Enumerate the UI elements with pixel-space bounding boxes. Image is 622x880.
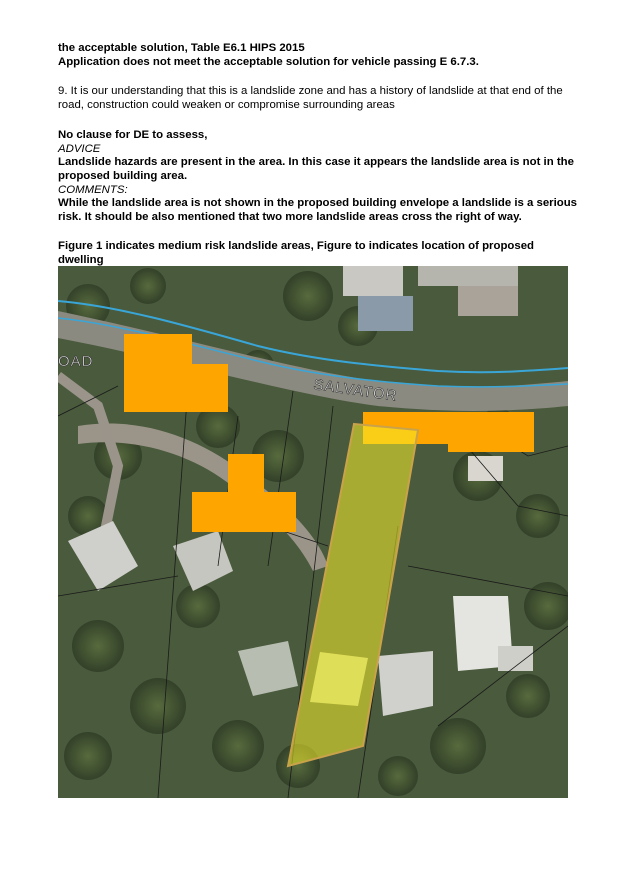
proposed-dwelling: [310, 652, 368, 706]
text-line-application: Application does not meet the acceptable solution for vehicle passing E 6.7.3.: [58, 56, 479, 68]
aerial-map-svg: [58, 266, 568, 798]
heading-comments: COMMENTS:: [58, 184, 128, 196]
road-label-salvator: SALVATOR: [312, 376, 399, 405]
paragraph-landslide-understanding: 9. It is our understanding that this is a landslide zone and has a history of landslide at that end of the road, construction could weaken or compromise surrounding areas: [58, 85, 563, 111]
aerial-map-figure: [58, 266, 568, 798]
paragraph-advice: Landslide hazards are present in the area. In this case it appears the landslide area is not in the proposed building area.: [58, 156, 574, 182]
paragraph-comments: While the landslide area is not shown in the proposed building envelope a landslide is a serious risk. It should be also mentioned that two more landslide areas cross the right of way.: [58, 197, 578, 223]
text-line-solution-table: the acceptable solution, Table E6.1 HIPS 2015: [58, 42, 305, 54]
heading-advice: ADVICE: [58, 143, 101, 155]
text-no-clause: No clause for DE to assess,: [58, 129, 208, 141]
road-label-oad: OAD: [58, 353, 94, 370]
figure-caption: Figure 1 indicates medium risk landslide areas, Figure to indicates location of proposed dwelling: [58, 240, 534, 266]
